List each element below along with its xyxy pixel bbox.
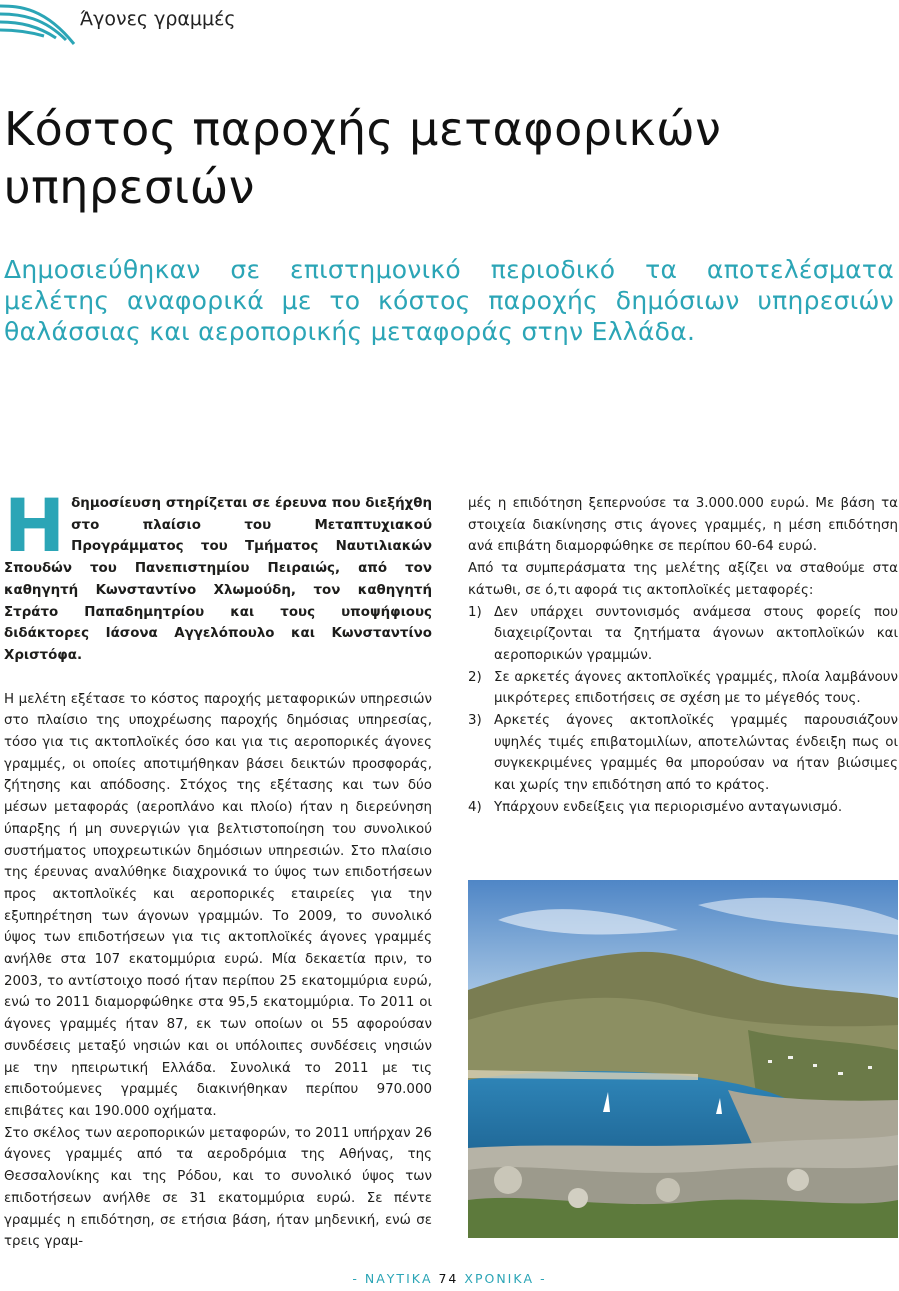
body-paragraph: Η μελέτη εξέτασε το κόστος παροχής μεταφορικών υπηρεσιών στο πλαίσιο της υποχρέωσης παροχής δημόσιας υπηρεσίας, τόσο για τις ακτοπλοϊκές όσο και για τις αεροπορικές άγονες γραμμές, οι οποίες αποτιμήθηκαν βάσει δεικτών προσφοράς, ζήτησης και απόδοσης. Στόχος της εξέτασης και των δύο μέσων μεταφοράς (αεροπλάνο και πλοίο) ήταν η διερεύνηση ύπαρξης ή μη συνεργιών για βελτιστοποίηση του συνολικού συστήματος υποχρεωτικών δημόσιων υπηρεσιών. Στο πλαίσιο της έρευνας αναλύθηκε διαχρονικά το ύψος των επιδοτήσεων προς ακτοπλοϊκές και αεροπορικές εταιρείες για την εξυπηρέτηση των άγονων γραμμών. Το 2009, το συνολικό ύψος των επιδοτήσεων για τις ακτοπλοϊκές άγονες γραμμές ανήλθε στα 107 εκατομμύρια ευρώ. Μία δεκαετία πριν, το 2003, το αντίστοιχο ποσό ήταν περίπου 25 εκατομμύρια ευρώ, ενώ το 2011 διαμορφώθηκε στα 95,5 εκατομμύρια. Το 2011 οι άγονες γραμμές ήταν 87, εκ των οποίων οι 55 αφορούσαν συνδέσεις μεταξύ νησιών και οι υπόλοιπες συνδέσεις νησιών με την ηπειρωτική Ελλάδα. Συνολικά το 2011 με τις επιδοτούμενες γραμμές διακινήθηκαν περίπου 970.000 επιβάτες και 190.000 οχήματα. (4, 691, 432, 1119)
article-lead: Δημοσιεύθηκαν σε επιστημονικό περιοδικό τα αποτελέσματα μελέτης αναφορικά με το κόστος παροχής δημόσιων υπηρεσιών θαλάσσιας και αεροπορικής μεταφοράς στην Ελλάδα. (4, 255, 894, 346)
conclusion-text: Υπάρχουν ενδείξεις για περιορισμένο ανταγωνισμό. (494, 799, 843, 815)
section-title: Άγονες γραμμές (80, 8, 236, 30)
intro-text: δημοσίευση στηρίζεται σε έρευνα που διεξήχθη στο πλαίσιο του Μεταπτυχιακού Προγράμματος του Τμήματος Ναυτιλιακών Σπουδών του Πανεπιστημίου Πειραιώς, από τον καθηγητή Κωνσταντίνο Χλωμούδη, τον καθηγητή Στράτο Παπαδημητρίου και τους υποψήφιους διδάκτορες Ιάσονα Αγγελόπουλο και Κωνσταντίνο Χριστόφα. (4, 496, 432, 663)
dropcap: Η (4, 484, 66, 569)
footer-magazine-name-left: - ΝΑΥΤΙΚΑ (352, 1271, 433, 1286)
conclusion-text: Σε αρκετές άγονες ακτοπλοϊκές γραμμές, πλοία λαμβάνουν μικρότερες επιδοτήσεις σε σχέση με το μέγεθός τους. (494, 669, 898, 707)
conclusion-text: Δεν υπάρχει συντονισμός ανάμεσα στους φορείς που διαχειρίζονται τα ζητήματα άγονων ακτοπλοϊκών και αεροπορικών γραμμών. (494, 604, 898, 663)
conclusion-item (468, 710, 898, 797)
title-line-2: υπηρεσιών (4, 160, 255, 214)
landscape-image (468, 880, 898, 1238)
page-footer (0, 1271, 899, 1286)
column-right (468, 493, 898, 819)
wave-logo-icon (0, 0, 78, 50)
conclusion-number: 2) (468, 669, 482, 685)
conclusion-item (468, 667, 898, 710)
conclusions-list (468, 602, 898, 819)
conclusion-item (468, 797, 898, 819)
page-number: 74 (438, 1271, 459, 1286)
conclusion-text: Αρκετές άγονες ακτοπλοϊκές γραμμές παρουσιάζουν υψηλές τιμές επιβατομιλίων, αποτελώντας ένδειξη πως οι συγκεκριμένες γραμμές θα μπορούσαν να ήταν βιώσιμες και χωρίς την επιδότηση από το κράτος. (494, 713, 898, 794)
conclusion-number: 4) (468, 799, 482, 815)
body-paragraph-continued: μές η επιδότηση ξεπερνούσε τα 3.000.000 ευρώ. Με βάση τα στοιχεία διακίνησης στις άγονες γραμμές, η μέση επιδότηση ανά επιβάτη διαμορφώθηκε σε περίπου 60-64 ευρώ. (468, 496, 898, 555)
conclusion-number: 3) (468, 713, 482, 729)
footer-magazine-name-right: ΧΡΟΝΙΚΑ - (464, 1271, 547, 1286)
body-paragraph: Από τα συμπεράσματα της μελέτης αξίζει να σταθούμε στα κάτωθι, σε ό,τι αφορά τις ακτοπλοϊκές μεταφορές: (468, 561, 898, 598)
conclusion-item (468, 602, 898, 667)
conclusion-number: 1) (468, 604, 482, 620)
title-line-1: Κόστος παροχής μεταφορικών (4, 102, 722, 156)
page-header (0, 0, 899, 52)
article-title (4, 100, 884, 216)
body-paragraph: Στο σκέλος των αεροπορικών μεταφορών, το 2011 υπήρχαν 26 άγονες γραμμές από τα αεροδρόμια της Αθήνας, της Θεσσαλονίκης και της Ρόδου, και το συνολικό ύψος των επιδοτήσεων ανήλθε σε 31 εκατομμύρια ευρώ. Σε πέντε γραμμές η επιδότηση, σε ετήσια βάση, ήταν μηδενική, ενώ σε τρεις γραμ- (4, 1125, 432, 1250)
column-left (4, 484, 432, 1253)
intro-paragraph (4, 484, 432, 667)
island-bay-photo (468, 880, 898, 1238)
